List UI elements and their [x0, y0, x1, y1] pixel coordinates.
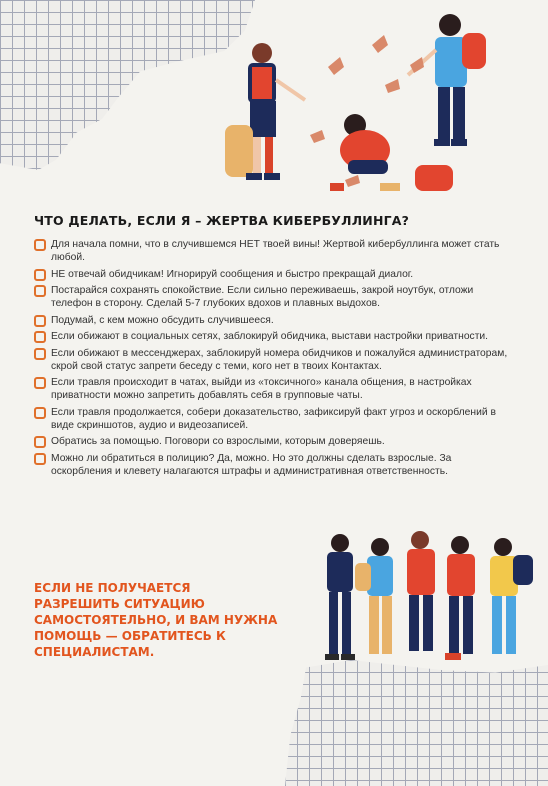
- list-item: [34, 238, 514, 264]
- bullet-icon: [34, 239, 46, 251]
- list-item: [34, 330, 514, 343]
- bullet-icon: [34, 331, 46, 343]
- bullet-icon: [34, 436, 46, 448]
- list-item: [34, 376, 514, 402]
- page-title: ЧТО ДЕЛАТЬ, ЕСЛИ Я – ЖЕРТВА КИБЕРБУЛЛИНГА?: [34, 213, 410, 228]
- support-group-illustration: [315, 525, 545, 675]
- bullet-icon: [34, 285, 46, 297]
- bullet-icon: [34, 269, 46, 281]
- teen-5: [490, 538, 533, 654]
- tip-text: Если травля происходит в чатах, выйди из «токсичного» канала общения, в настройках приватности можно запретить добавлять себя в групповые чаты.: [51, 377, 472, 401]
- map-decoration-bottom: [285, 660, 548, 786]
- tips-list: [34, 238, 514, 481]
- bullying-scene-illustration: [210, 5, 510, 205]
- tip-text: Обратись за помощью. Поговори со взрослыми, которым доверяешь.: [51, 436, 385, 447]
- tip-text: НЕ отвечай обидчикам! Игнорируй сообщения и быстро прекращай диалог.: [51, 268, 414, 280]
- list-item: [34, 452, 514, 478]
- bullet-icon: [34, 453, 46, 465]
- tip-text: Постарайся сохранять спокойствие. Если сильно переживаешь, закрой ноутбук, отложи телефон в сторону. Сделай 5-7 глубоких вдохов и плавных выдохов.: [51, 285, 474, 309]
- list-item: [34, 435, 514, 448]
- teen-3: [407, 531, 435, 651]
- boy-figure: [408, 14, 486, 146]
- tip-text: Подумай, с кем можно обсудить случившееся.: [51, 314, 274, 326]
- list-item: [34, 314, 514, 327]
- teen-4: [445, 536, 475, 660]
- bullet-icon: [34, 348, 46, 360]
- tip-text: Можно ли обратиться в полицию? Да, можно. Но это должны сделать взрослые. За оскорбления и клевету налагаются штрафы и административная ответственность.: [51, 452, 452, 477]
- teen-2: [355, 538, 393, 654]
- bullet-icon: [34, 377, 46, 389]
- list-item: [34, 347, 514, 373]
- tip-text: Для начала помни, что в случившемся НЕТ твоей вины! Жертвой кибербуллинга может стать любой.: [51, 239, 500, 263]
- help-callout: ЕСЛИ НЕ ПОЛУЧАЕТСЯ РАЗРЕШИТЬ СИТУАЦИЮ САМОСТОЯТЕЛЬНО, И ВАМ НУЖНА ПОМОЩЬ — ОБРАТИТЕСЬ К СПЕЦИАЛИСТАМ.: [34, 581, 278, 659]
- bullet-icon: [34, 407, 46, 419]
- list-item: [34, 406, 514, 432]
- girl-figure: [225, 43, 305, 180]
- tip-text: Если обижают в мессенджерах, заблокируй номера обидчиков и пожалуйся администраторам, скрой свой статус запрети беседу с теми, кого нет в твоих Контактах.: [51, 347, 508, 372]
- list-item: [34, 268, 514, 281]
- tip-text: Если обижают в социальных сетях, заблокируй обидчика, выстави настройки приватности.: [51, 331, 489, 342]
- tip-text: Если травля продолжается, собери доказательство, зафиксируй факт угроз и оскорблений в виде скриншотов, аудио и видеозаписей.: [51, 406, 496, 431]
- list-item: [34, 284, 514, 310]
- bullet-icon: [34, 315, 46, 327]
- teen-1: [325, 534, 355, 660]
